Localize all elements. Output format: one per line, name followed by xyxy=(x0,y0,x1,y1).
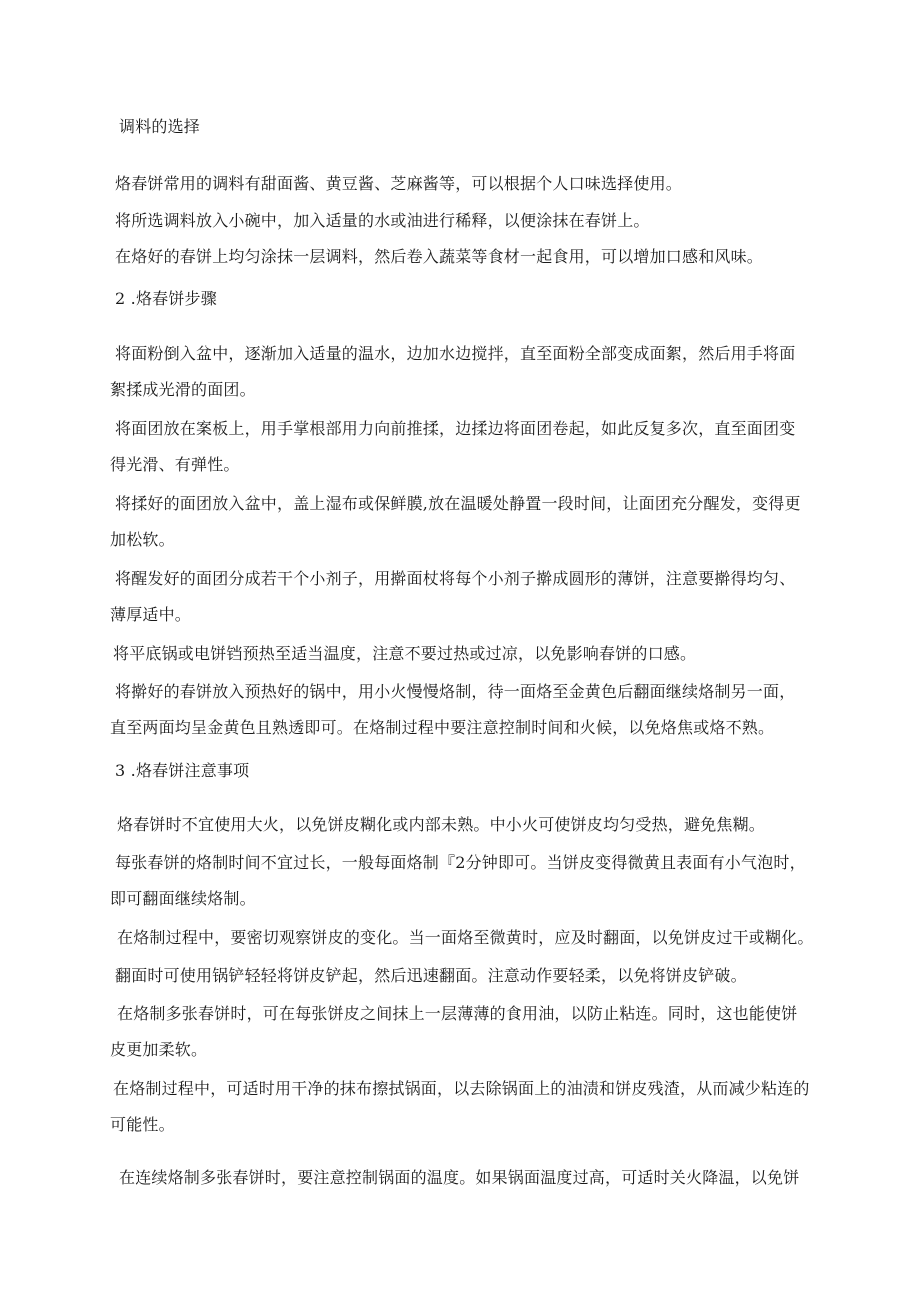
section-heading-notes: 3 .烙春饼注意事项 xyxy=(115,761,250,780)
paragraph-line: 每张春饼的烙制时间不宜过长，一般每面烙制『2分钟即可。当饼皮变得微黄且表面有小气泡时， xyxy=(115,853,806,872)
paragraph-line: 烙春饼常用的调料有甜面酱、黄豆酱、芝麻酱等，可以根据个人口味选择使用。 xyxy=(115,174,683,193)
paragraph-line: 在烙制过程中，可适时用干净的抹布擦拭锅面，以去除锅面上的油渍和饼皮残渣，从而减少粘连的 xyxy=(113,1079,810,1098)
paragraph-line: 将面粉倒入盆中，逐渐加入适量的温水，边加水边搅拌，直至面粉全部变成面絮，然后用手将面 xyxy=(115,344,796,363)
paragraph-line: 将醒发好的面团分成若干个小剂子，用擀面杖将每个小剂子擀成圆形的薄饼，注意要擀得均匀、 xyxy=(115,569,796,588)
paragraph-line: 加松软。 xyxy=(110,530,175,549)
paragraph-line: 在烙好的春饼上均匀涂抹一层调料，然后卷入蔬菜等食材一起食用，可以增加口感和风味。 xyxy=(115,247,764,266)
paragraph-line: 将面团放在案板上，用手掌根部用力向前推揉，边揉边将面团卷起，如此反复多次，直至面团变 xyxy=(115,419,796,438)
section-heading-seasoning: 调料的选择 xyxy=(119,117,201,136)
paragraph-line: 将擀好的春饼放入预热好的锅中，用小火慢慢烙制，待一面烙至金黄色后翻面继续烙制另一面， xyxy=(115,682,796,701)
paragraph-line: 薄厚适中。 xyxy=(110,605,192,624)
paragraph-line: 将揉好的面团放入盆中，盖上湿布或保鲜膜,放在温暖处静置一段时间，让面团充分醒发，变得更 xyxy=(115,494,801,513)
paragraph-line: 在烙制过程中，要密切观察饼皮的变化。当一面烙至微黄时，应及时翻面，以免饼皮过干或糊化。 xyxy=(117,928,814,947)
paragraph-line: 在烙制多张春饼时，可在每张饼皮之间抹上一层薄薄的食用油，以防止粘连。同时，这也能使饼 xyxy=(117,1004,798,1023)
paragraph-line: 烙春饼时不宜使用大火，以免饼皮糊化或内部未熟。中小火可使饼皮均匀受热，避免焦糊。 xyxy=(117,815,766,834)
paragraph-line: 皮更加柔软。 xyxy=(110,1040,208,1059)
paragraph-line: 得光滑、有弹性。 xyxy=(110,455,240,474)
paragraph-line: 将平底锅或电饼铛预热至适当温度，注意不要过热或过凉，以免影响春饼的口感。 xyxy=(113,644,697,663)
paragraph-line: 在连续烙制多张春饼时，要注意控制锅面的温度。如果锅面温度过高，可适时关火降温，以免饼 xyxy=(119,1168,800,1187)
paragraph-line: 将所选调料放入小碗中，加入适量的水或油进行稀释，以便涂抹在春饼上。 xyxy=(115,211,650,230)
paragraph-line: 可能性。 xyxy=(110,1115,175,1134)
section-heading-steps: 2 .烙春饼步骤 xyxy=(115,289,217,308)
paragraph-line: 翻面时可使用锅铲轻轻将饼皮铲起，然后迅速翻面。注意动作要轻柔，以免将饼皮铲破。 xyxy=(115,966,747,985)
paragraph-line: 即可翻面继续烙制。 xyxy=(110,889,256,908)
paragraph-line: 直至两面均呈金黄色且熟透即可。在烙制过程中要注意控制时间和火候，以免烙焦或烙不熟。 xyxy=(110,718,775,737)
paragraph-line: 絮揉成光滑的面团。 xyxy=(110,380,256,399)
